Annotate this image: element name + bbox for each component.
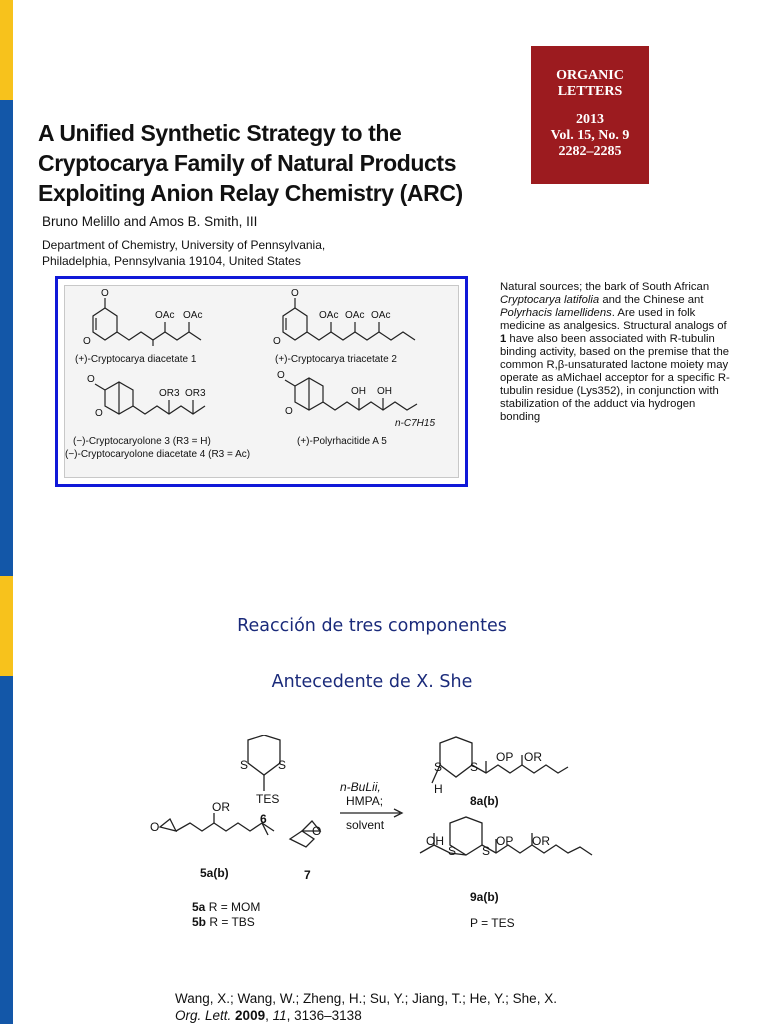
note-italic-cryptocarya: Cryptocarya latifolia	[500, 294, 600, 306]
note-bold-compound: 1	[500, 333, 507, 345]
s8-left: S	[434, 760, 443, 774]
c3-o-carbonyl: O	[87, 374, 95, 385]
structures-svg	[65, 286, 460, 479]
c3-or3-2: OR3	[185, 388, 206, 399]
journal-year: 2013	[576, 112, 604, 127]
compound5-label: (+)-Polyrhacitide A 5	[297, 436, 387, 447]
label-6: 6	[260, 812, 267, 826]
journal-badge	[531, 46, 649, 184]
stripe-blue-2	[0, 676, 13, 1024]
citation-journal: Org. Lett.	[175, 1008, 232, 1023]
journal-pages: 2282–2285	[558, 144, 622, 159]
stripe-blue-1	[0, 100, 13, 576]
title-line2: Cryptocarya Family of Natural Products	[38, 150, 457, 176]
heading-reaction: Reacción de tres componentes	[237, 616, 507, 636]
citation-authors: Wang, X.; Wang, W.; Zheng, H.; Su, Y.; Jiang, T.; He, Y.; She, X.	[175, 991, 557, 1006]
paper-affiliation	[42, 237, 325, 269]
c1-oac-2: OAc	[183, 310, 203, 321]
c2-oac-1: OAc	[319, 310, 339, 321]
c5-oh-2: OH	[377, 386, 392, 397]
compound3-label: (−)-Cryptocaryolone 3 (R3 = H)	[73, 436, 211, 447]
affiliation-line1: Department of Chemistry, University of Pennsylvania,	[42, 238, 326, 252]
title-line3: Exploiting Anion Relay Chemistry (ARC)	[38, 180, 463, 206]
reagent-line3: solvent	[346, 818, 385, 832]
c1-o-ring: O	[83, 336, 91, 347]
natural-products-figure	[55, 276, 468, 487]
note-5b-text: R = TBS	[206, 915, 255, 929]
s6-left: S	[240, 758, 249, 772]
reagent-line1: n-BuLii,	[340, 780, 381, 794]
note-5a-bold: 5a	[192, 900, 206, 914]
note-5a	[192, 900, 260, 914]
op-9: OP	[496, 834, 514, 848]
compound1-label: (+)-Cryptocarya diacetate 1	[75, 354, 197, 365]
s9-left: S	[448, 844, 457, 858]
citation-volume: 11	[272, 1008, 287, 1023]
or-5: OR	[212, 800, 230, 814]
c2-o-ring: O	[273, 336, 281, 347]
epoxide-o-5: O	[150, 820, 160, 834]
note-part4: have also been associated with R-tubulin binding activity, based on the premise that the common R,β-unsaturated lactone moiety may operate as aMichael acceptor for a specific R-tubulin residue (Lys352), in conjunction with stabilization of the adduct via hydrogen bonding	[500, 333, 730, 423]
c1-oac-1: OAc	[155, 310, 175, 321]
c2-o-top: O	[291, 288, 299, 299]
s9-right: S	[482, 844, 491, 858]
c5-o-carbonyl: O	[277, 370, 285, 381]
note-5b-bold: 5b	[192, 915, 207, 929]
c2-oac-3: OAc	[371, 310, 391, 321]
journal-name-line2: LETTERS	[557, 84, 623, 99]
label-8: 8a(b)	[470, 794, 499, 808]
affiliation-line2: Philadelphia, Pennsylvania 19104, United States	[42, 254, 301, 268]
oh-9: OH	[426, 834, 444, 848]
c3-or3-1: OR3	[159, 388, 180, 399]
note-5a-text: R = MOM	[205, 900, 261, 914]
c3-o-ring: O	[95, 408, 103, 419]
citation-pages: , 3136–3138	[286, 1008, 362, 1023]
reagent-line2: HMPA;	[346, 794, 384, 808]
natural-sources-note	[500, 281, 732, 424]
note-italic-polyrhacis: Polyrhacis lamellidens	[500, 307, 612, 319]
s6-right: S	[278, 758, 287, 772]
journal-volume: Vol. 15, No. 9	[550, 128, 630, 143]
heading-antecedent: Antecedente de X. She	[271, 672, 473, 692]
c1-o-top: O	[101, 288, 109, 299]
compound4-label: (−)-Cryptocaryolone diacetate 4 (R3 = Ac)	[65, 449, 251, 460]
citation	[175, 990, 557, 1024]
c5-oh-1: OH	[351, 386, 366, 397]
c5-o-ring: O	[285, 406, 293, 417]
epoxide-o-7: O	[312, 824, 322, 838]
or-8: OR	[524, 750, 542, 764]
label-9: 9a(b)	[470, 890, 499, 904]
label-5: 5a(b)	[200, 866, 229, 880]
note-part3: . Are used in folk medicine as analgesics. Structural analogs of	[500, 307, 727, 332]
op-8: OP	[496, 750, 514, 764]
title-line1: A Unified Synthetic Strategy to the	[38, 120, 402, 146]
h-8: H	[434, 782, 443, 796]
paper-title	[38, 118, 508, 208]
note-p: P = TES	[470, 916, 515, 930]
note-5b	[192, 915, 255, 929]
compound2-label: (+)-Cryptocarya triacetate 2	[275, 354, 397, 365]
figure-panel	[64, 285, 459, 478]
citation-year: 2009	[235, 1008, 266, 1023]
label-7: 7	[304, 868, 311, 882]
reaction-scheme	[140, 735, 610, 935]
paper-authors: Bruno Melillo and Amos B. Smith, III	[42, 214, 258, 229]
c2-oac-2: OAc	[345, 310, 365, 321]
note-part1: Natural sources; the bark of South African	[500, 281, 710, 293]
journal-name-line1: ORGANIC	[556, 68, 624, 83]
tes-label: TES	[256, 792, 280, 806]
citation-ref: Org. Lett. 2009, 11, 3136–3138	[175, 1008, 362, 1023]
or-9: OR	[532, 834, 550, 848]
stripe-yellow-top	[0, 0, 13, 100]
c5-chain: n-C7H15	[395, 418, 436, 429]
note-part2: and the Chinese ant	[599, 294, 704, 306]
s8-right: S	[470, 760, 479, 774]
